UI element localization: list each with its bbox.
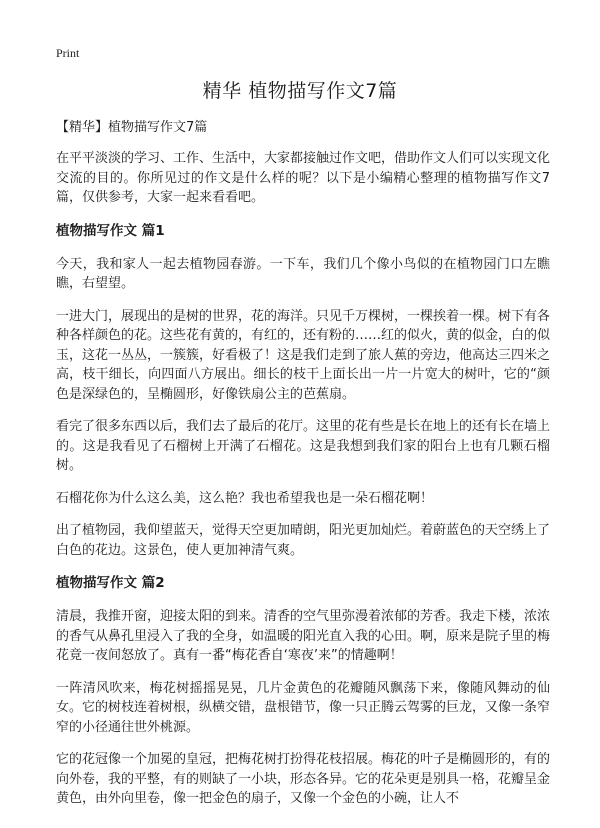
intro-paragraph: 在平平淡淡的学习、工作、生活中，大家都接触过作文吧，借助作文人们可以实现文化交流的目的。你所见过的作文是什么样的呢？以下是小编精心整理的植物描写作文7篇，仅供参考，大家一起来看看吧。	[56, 151, 551, 205]
page-title: 精华 植物描写作文7篇	[202, 80, 398, 102]
section-heading-1: 植物描写作文 篇1	[56, 222, 165, 239]
subtitle-line: 【精华】植物描写作文7篇	[56, 120, 208, 135]
paragraph: 看完了很多东西以后，我们去了最后的花厅。这里的花有些是长在地上的还有长在墙上的。这是我看见了石榴树上开满了石榴花。这是我想到我们家的阳台上也有几颗石榴树。	[56, 419, 551, 473]
paragraph: 出了植物园，我仰望蓝天，觉得天空更加晴朗，阳光更加灿烂。着蔚蓝色的天空绣上了白色的花边。这景色，使人更加神清气爽。	[56, 523, 551, 558]
paragraph: 石榴花你为什么这么美，这么艳？我也希望我也是一朵石榴花啊！	[56, 490, 434, 506]
paragraph: 它的花冠像一个加冕的皇冠，把梅花树打扮得花枝招展。梅花的叶子是椭圆形的，有的向外卷，我的平整，有的则缺了一小块，形态各异。它的花朵更是别具一格，花瓣呈金黄色，由外向里卷，像一把金色的扇子，又像一个金色的小碗，让人不	[56, 752, 551, 806]
paragraph: 今天，我和家人一起去植物园春游。一下车，我们几个像小鸟似的在植物园门口左瞧瞧，右望望。	[56, 256, 550, 291]
article-body	[56, 118, 550, 822]
print-link[interactable]: Print	[56, 46, 80, 60]
paragraph: 一进大门，展现出的是树的世界，花的海洋。只见千万棵树，一棵挨着一棵。树下有各种各样颜色的花。这些花有黄的，有红的，还有粉的……红的似火，黄的似金，白的似玉，这花一丛丛，一簇簇，好看极了！这是我们走到了旅人蕉的旁边，他高达三四米之高，枝干细长，向四面八方展出。细长的枝干上面长出一片一片宽大的树叶，它的“颜色是深绿色的，呈椭圆形，好像铁扇公主的芭蕉扇。	[56, 308, 551, 402]
paragraph: 一阵清风吹来，梅花树摇摇晃晃，几片金黄色的花瓣随风飘荡下来，像随风舞动的仙女。它的树枝连着树根，纵横交错，盘根错节，像一只正腾云驾雾的巨龙，又像一条窄窄的小径通往世外桃源。	[56, 680, 551, 735]
section-heading-2: 植物描写作文 篇2	[56, 575, 165, 591]
paragraph: 清晨，我推开窗，迎接太阳的到来。清香的空气里弥漫着浓郁的芳香。我走下楼，浓浓的香气从鼻孔里浸入了我的全身，如温暖的阳光直入我的心田。啊，原来是院子里的梅花竟一夜间怒放了。真有一番“梅花香自‘寒夜’来”的情趣啊！	[56, 609, 551, 663]
